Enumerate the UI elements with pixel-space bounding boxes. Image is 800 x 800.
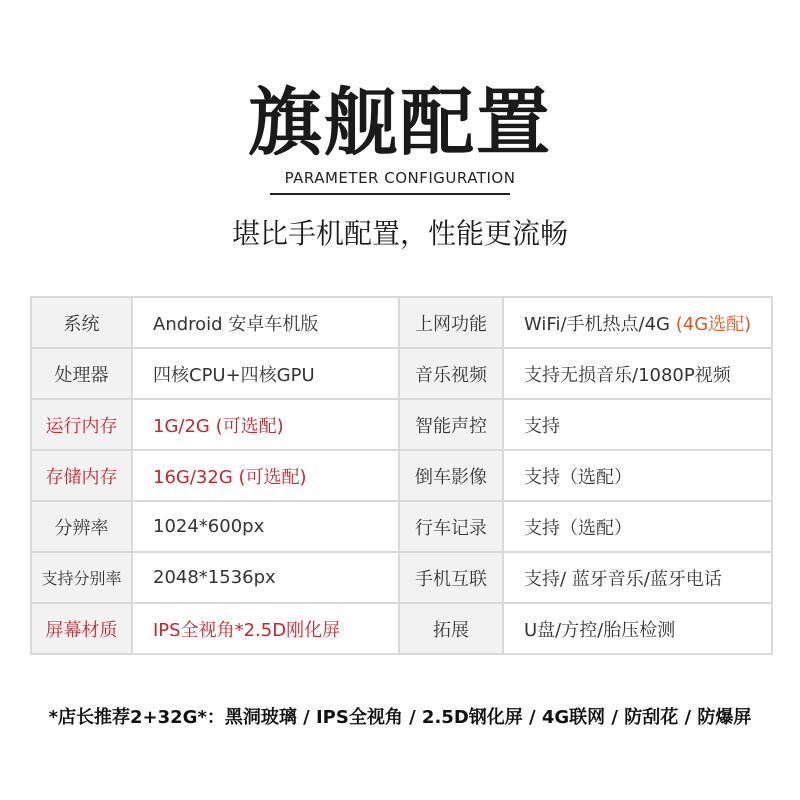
- spec-label-dashcam: 行车记录: [399, 501, 503, 552]
- spec-value-expansion: U盘/方控/胎压检测: [503, 603, 772, 654]
- table-row: [31, 603, 772, 654]
- spec-label-network: 上网功能: [399, 297, 503, 348]
- spec-value-ram: 1G/2G (可选配): [132, 399, 399, 450]
- page-subtitle: PARAMETER CONFIGURATION: [284, 169, 516, 187]
- spec-label-resolution: 分辨率: [31, 501, 132, 552]
- table-row: [31, 501, 772, 552]
- spec-value-storage: 16G/32G (可选配): [132, 450, 399, 501]
- spec-value-processor: 四核CPU+四核GPU: [132, 348, 399, 399]
- spec-value-media: 支持无损音乐/1080P视频: [503, 348, 772, 399]
- spec-label-ram: 运行内存: [31, 399, 132, 450]
- spec-value-dashcam: 支持（选配）: [503, 501, 772, 552]
- page-title: 旗舰配置: [248, 80, 552, 166]
- spec-label-screen-material: 屏幕材质: [31, 603, 132, 654]
- spec-label-supported-resolution: 支持分别率: [31, 552, 132, 603]
- spec-value-reverse-camera: 支持（选配）: [503, 450, 772, 501]
- spec-value-system: Android 安卓车机版: [132, 297, 399, 348]
- spec-value-supported-resolution: 2048*1536px: [132, 552, 399, 603]
- table-row: [31, 297, 772, 348]
- spec-value-voice-control: 支持: [503, 399, 772, 450]
- spec-label-voice-control: 智能声控: [399, 399, 503, 450]
- spec-label-processor: 处理器: [31, 348, 132, 399]
- spec-label-storage: 存储内存: [31, 450, 132, 501]
- table-row: [31, 552, 772, 603]
- table-row: [31, 399, 772, 450]
- recommendation-note: *店长推荐2+32G*：黑洞玻璃 / IPS全视角 / 2.5D钢化屏 / 4G联网 / 防刮花 / 防爆屏: [48, 707, 752, 728]
- table-row: [31, 450, 772, 501]
- spec-value-network: [503, 297, 772, 348]
- spec-value-network-text: WiFi/手机热点/4G: [524, 313, 670, 335]
- spec-value-network-note: (4G选配): [675, 313, 752, 335]
- spec-value-resolution: 1024*600px: [132, 501, 399, 552]
- tagline: 堪比手机配置，性能更流畅: [231, 217, 568, 250]
- spec-value-screen-material: IPS全视角*2.5D刚化屏: [132, 603, 399, 654]
- spec-label-reverse-camera: 倒车影像: [399, 450, 503, 501]
- spec-value-phone-link: 支持/ 蓝牙音乐/蓝牙电话: [503, 552, 772, 603]
- spec-label-system: 系统: [31, 297, 132, 348]
- spec-table: [30, 296, 773, 655]
- table-row: [31, 348, 772, 399]
- spec-label-media: 音乐视频: [399, 348, 503, 399]
- spec-label-expansion: 拓展: [399, 603, 503, 654]
- subtitle-underline: [270, 193, 510, 195]
- spec-label-phone-link: 手机互联: [399, 552, 503, 603]
